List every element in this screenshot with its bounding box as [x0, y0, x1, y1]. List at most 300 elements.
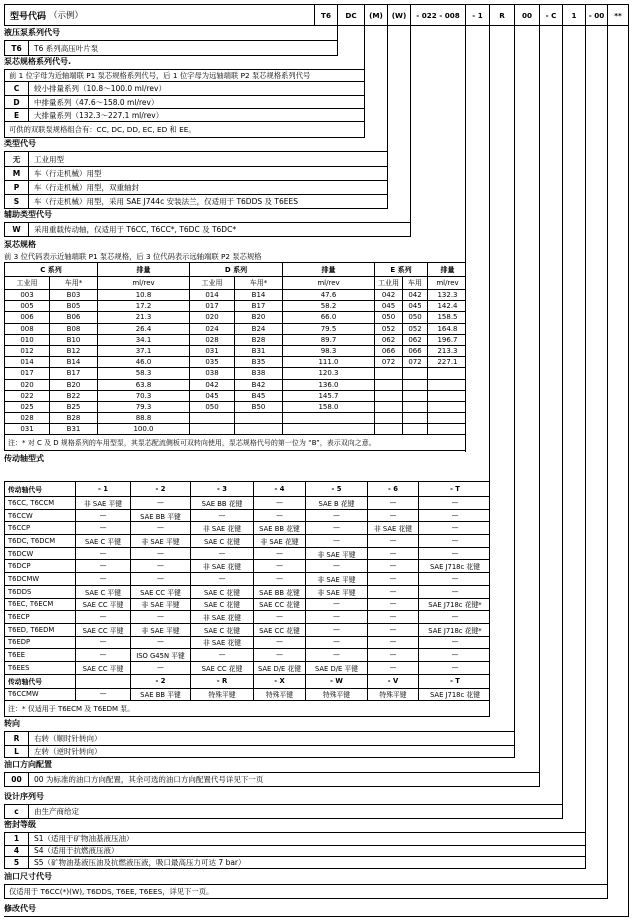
table-cell: E 系列	[375, 263, 428, 276]
table-cell: —	[191, 573, 254, 585]
table-row	[5, 194, 387, 208]
table-cell: —	[368, 599, 419, 611]
type-code-table	[4, 151, 388, 209]
table-row	[5, 648, 489, 661]
table-cell: 031	[5, 424, 50, 434]
table-cell: SAE C 花键	[191, 586, 254, 598]
table-cell: 排量	[98, 263, 190, 276]
section-modification	[4, 902, 629, 917]
table-cell: SAE J718c 花键*	[428, 626, 482, 635]
table-cell: 非 SAE 平键	[131, 599, 191, 611]
table-cell: 020	[5, 380, 50, 390]
table-cell: - 2	[131, 675, 191, 688]
shaft-table	[4, 481, 490, 717]
table-cell: SAE CC 平键	[76, 599, 131, 611]
table-cell: 025	[5, 402, 50, 412]
row-code: 5	[5, 857, 29, 868]
table-cell: —	[368, 649, 419, 661]
table-cell: 非 SAE 花键	[191, 611, 254, 623]
table-cell: —	[451, 536, 459, 545]
table-cell: 传动轴代号	[5, 482, 76, 496]
table-cell: 非 SAE 花键	[368, 522, 419, 534]
model-code-header	[4, 4, 629, 26]
table-cell: 98.3	[283, 346, 375, 356]
table-cell: —	[306, 649, 368, 661]
table-cell: —	[451, 651, 459, 660]
table-cell: B25	[50, 402, 98, 412]
section-cartridge-series	[4, 57, 365, 138]
table-cell: 70.3	[98, 391, 190, 401]
table-cell: 066	[403, 346, 428, 356]
table-cell: —	[254, 510, 306, 522]
table-row	[5, 534, 489, 547]
section-title: 液压泵系列代号	[4, 28, 60, 37]
table-cell: —	[76, 573, 131, 585]
cartridge-series-rows	[5, 82, 364, 121]
table-cell: —	[451, 511, 459, 520]
section-port-size	[4, 871, 608, 899]
connector-line	[562, 26, 563, 819]
table-cell: - 1	[76, 482, 131, 496]
table-row	[5, 623, 489, 636]
row-code: S	[5, 195, 29, 208]
table-cell: 非 SAE 平键	[76, 497, 131, 509]
connector-line	[489, 26, 490, 716]
row-code: 1	[5, 833, 29, 845]
table-cell: 136.0	[283, 380, 375, 390]
model-code-cell: - 1	[465, 5, 489, 25]
table-cell: 特殊平键	[254, 689, 306, 701]
table-cell: SAE BB 花键	[254, 586, 306, 598]
table-cell	[403, 391, 428, 401]
table-row	[5, 289, 465, 300]
table-cell: SAE CC 花键	[254, 599, 306, 611]
table-row	[5, 412, 465, 423]
table-cell: B38	[235, 368, 283, 378]
table-row	[5, 334, 465, 345]
table-row	[5, 423, 465, 434]
table-cell: —	[368, 624, 419, 636]
row-code: M	[5, 167, 29, 180]
table-cell: T6DC, T6DCM	[5, 535, 76, 547]
table-cell: —	[76, 611, 131, 623]
row-desc: 较小排量系列（10.8～100.0 ml/rev）	[34, 84, 166, 93]
model-code-cell: R	[489, 5, 514, 25]
table-cell: 79.5	[283, 324, 375, 334]
cartridge-spec-table	[4, 262, 466, 451]
row-code: E	[5, 109, 29, 121]
table-cell: T6DCP	[5, 560, 76, 572]
table-cell: 120.3	[283, 368, 375, 378]
connector-line	[607, 26, 608, 899]
row-desc: 车（行走机械）用型，采用 SAE J744c 安装法兰，仅适用于 T6DDS 及 T6EES	[34, 197, 298, 206]
table-cell: 非 SAE 平键	[306, 548, 368, 560]
section-pump-series	[4, 27, 338, 56]
table-cell: —	[191, 649, 254, 661]
table-row	[5, 598, 489, 611]
section-rotation	[4, 719, 515, 758]
aux-type-table	[4, 222, 411, 237]
table-cell: - 4	[254, 482, 306, 496]
table-cell: B05	[50, 301, 98, 311]
row-code: L	[5, 746, 29, 758]
table-cell: - 6	[368, 482, 419, 496]
table-cell: 63.8	[98, 380, 190, 390]
table-cell: SAE J718c 花键	[429, 691, 480, 700]
table-cell: T6EE	[5, 649, 76, 661]
row-code: C	[5, 82, 29, 95]
row-desc: 中排量系列（47.6～158.0 ml/rev）	[34, 97, 159, 107]
table-cell: 58.3	[98, 368, 190, 378]
table-cell: 052	[375, 324, 403, 334]
table-cell: 045	[403, 301, 428, 311]
table-row	[5, 732, 514, 745]
row-desc: 右转（顺时针转向）	[34, 733, 102, 743]
row-code: W	[5, 223, 29, 236]
table-cell: —	[131, 560, 191, 572]
row-desc: 车（行走机械）用型	[34, 169, 102, 178]
table-row	[5, 345, 465, 356]
table-cell: T6DDS	[5, 586, 76, 598]
table-row	[5, 674, 489, 688]
model-code-cell: (W)	[387, 5, 410, 25]
table-row	[5, 379, 465, 390]
table-cell: 58.2	[283, 301, 375, 311]
table-cell: —	[306, 599, 368, 611]
table-cell: 158.5	[437, 313, 458, 322]
table-cell: 100.0	[98, 424, 190, 434]
table-cell: 031	[190, 346, 235, 356]
table-cell: —	[76, 689, 131, 701]
table-cell: - R	[191, 675, 254, 688]
row-desc: 由生产商给定	[34, 807, 79, 816]
table-row	[5, 636, 489, 649]
table-row	[5, 805, 562, 818]
table-row	[5, 367, 465, 378]
table-cell: —	[368, 560, 419, 572]
table-cell: 非 SAE 花键	[191, 637, 254, 649]
table-cell: —	[451, 613, 459, 622]
connector-line	[628, 26, 629, 917]
table-row	[5, 95, 364, 108]
table-cell: 024	[190, 324, 235, 334]
table-cell: B28	[235, 335, 283, 345]
table-cell: T6CC, T6CCM	[5, 497, 76, 509]
table-cell: 26.4	[98, 324, 190, 334]
table-cell: 79.3	[98, 402, 190, 412]
table-cell: SAE C 平键	[76, 586, 131, 598]
table-cell: 003	[5, 290, 50, 300]
table-cell: SAE CC 平键	[76, 662, 131, 674]
cartridge-series-table	[4, 69, 365, 138]
table-cell: —	[306, 560, 368, 572]
table-cell: 072	[375, 357, 403, 367]
table-cell: 014	[190, 290, 235, 300]
table-cell: B17	[50, 368, 98, 378]
table-cell: SAE D/E 平键	[306, 662, 368, 674]
port-size-table	[4, 884, 608, 899]
table-row	[5, 745, 514, 758]
section-title: 设计序列号	[4, 792, 44, 801]
table-cell	[190, 424, 235, 434]
table-cell	[428, 413, 467, 423]
page-title	[5, 5, 314, 25]
table-row	[5, 610, 489, 623]
table-cell: SAE BB 花键	[191, 497, 254, 509]
table-cell: 特殊平键	[191, 689, 254, 701]
table-cell: —	[131, 573, 191, 585]
table-cell: 042	[403, 290, 428, 300]
table-cell: B20	[50, 380, 98, 390]
table-row	[5, 547, 489, 560]
port-orientation-table	[4, 772, 540, 787]
row-desc: T6 系列高压叶片泵	[34, 43, 99, 53]
table-cell: - T	[450, 677, 460, 686]
connector-line	[465, 26, 466, 452]
table-cell: —	[76, 649, 131, 661]
table-cell: T6EDP	[5, 637, 76, 649]
table-cell: 045	[190, 391, 235, 401]
table-cell: 89.7	[283, 335, 375, 345]
table-cell: 017	[190, 301, 235, 311]
table-cell: —	[368, 535, 419, 547]
table-cell: —	[451, 663, 459, 672]
table-cell: 012	[5, 346, 50, 356]
connector-line	[337, 26, 338, 56]
table-cell	[283, 413, 375, 423]
table-cell: 88.8	[98, 413, 190, 423]
table-cell: 062	[375, 335, 403, 345]
table-cell: 非 SAE 花键	[191, 522, 254, 534]
row-code: c	[5, 805, 29, 818]
connector-line	[387, 26, 388, 209]
row-code: 4	[5, 846, 29, 857]
table-cell: B08	[50, 324, 98, 334]
table-cell: —	[368, 510, 419, 522]
table-cell: 111.0	[283, 357, 375, 367]
table-cell: —	[306, 611, 368, 623]
table-cell: SAE C 平键	[76, 535, 131, 547]
model-code-cell: DC	[337, 5, 364, 25]
section-title: 密封等级	[4, 820, 36, 829]
table-row	[5, 559, 489, 572]
table-cell: 028	[5, 413, 50, 423]
table-cell: SAE D/E 花键	[254, 662, 306, 674]
table-cell: SAE CC 花键	[254, 624, 306, 636]
table-cell: B50	[235, 402, 283, 412]
table-cell	[403, 380, 428, 390]
table-cell: 排量	[283, 263, 375, 276]
table-cell: SAE J718c 花键*	[428, 601, 482, 610]
table-cell: 164.8	[437, 324, 458, 333]
table-cell: —	[254, 497, 306, 509]
section-title: 传动轴型式	[4, 454, 44, 463]
table-cell	[283, 424, 375, 434]
table-cell: 045	[375, 301, 403, 311]
row-code: P	[5, 181, 29, 194]
table-cell: —	[191, 548, 254, 560]
connector-line	[514, 26, 515, 758]
design-series-table	[4, 804, 563, 819]
table-row	[5, 585, 489, 598]
table-cell: —	[451, 638, 459, 647]
table-cell: B42	[235, 380, 283, 390]
table-row	[5, 223, 410, 236]
table-cell: 车用*	[50, 277, 98, 289]
table-cell	[403, 402, 428, 412]
table-cell: —	[451, 524, 459, 533]
table-cell: T6CCMW	[5, 689, 76, 701]
table-cell	[428, 391, 467, 401]
table-cell: —	[451, 549, 459, 558]
page-title-note: （示例）	[49, 11, 84, 21]
row-code: R	[5, 732, 29, 745]
connector-line	[364, 26, 365, 138]
table-cell	[375, 413, 403, 423]
table-cell: 车用*	[235, 277, 283, 289]
row-code: T6	[5, 41, 29, 55]
table-cell: B17	[235, 301, 283, 311]
table-cell: B14	[235, 290, 283, 300]
table-cell: —	[131, 637, 191, 649]
section-port-orientation	[4, 760, 540, 787]
table-cell: 050	[190, 402, 235, 412]
table-cell: B06	[50, 312, 98, 322]
section-title: 辅助类型代号	[4, 210, 52, 219]
table-row	[5, 311, 465, 322]
table-cell: B03	[50, 290, 98, 300]
table-cell	[375, 391, 403, 401]
table-cell: —	[131, 522, 191, 534]
table-row	[5, 509, 489, 522]
section-note: 可供的双联泵规格组合有：CC, DC, DD, EC, ED 和 EE。	[5, 121, 364, 137]
table-row	[5, 152, 387, 166]
table-cell: 特殊平键	[368, 689, 419, 701]
table-cell: B28	[50, 413, 98, 423]
table-cell: SAE BB 平键	[131, 510, 191, 522]
table-cell: 非 SAE 平键	[131, 624, 191, 636]
table-cell: B31	[50, 424, 98, 434]
table-cell: 042	[375, 290, 403, 300]
table-row	[5, 108, 364, 121]
row-desc: 工业用型	[34, 154, 64, 164]
table-cell: 工业用	[375, 277, 403, 289]
table-cell: B31	[235, 346, 283, 356]
connector-line	[539, 26, 540, 787]
connector-line	[410, 26, 411, 237]
section-title: 油口尺寸代号	[4, 872, 52, 881]
table-cell: 工业用	[5, 277, 50, 289]
table-row	[5, 41, 337, 55]
table-cell: C 系列	[5, 263, 98, 276]
table-cell: 020	[190, 312, 235, 322]
section-title: 修改代号	[4, 902, 629, 917]
table-cell: B45	[235, 391, 283, 401]
table-cell: —	[451, 587, 459, 596]
table-cell: - V	[368, 675, 419, 688]
table-cell: 10.8	[98, 290, 190, 300]
seal-class-table	[4, 832, 586, 869]
table-row	[5, 276, 465, 289]
table-cell: —	[131, 497, 191, 509]
table-cell: SAE BB 平键	[131, 689, 191, 701]
table-cell: —	[306, 637, 368, 649]
table-cell: 022	[5, 391, 50, 401]
table-cell: 196.7	[437, 335, 458, 344]
table-cell	[428, 368, 467, 378]
table-row	[5, 661, 489, 674]
table-cell: —	[191, 510, 254, 522]
table-cell: SAE CC 花键	[191, 662, 254, 674]
connector-line	[585, 26, 586, 868]
table-cell: ISO G45N 平键	[131, 649, 191, 661]
table-row	[5, 482, 489, 496]
row-desc: 车（行走机械）用型，双重轴封	[34, 183, 139, 192]
table-cell: B10	[50, 335, 98, 345]
table-cell: B22	[50, 391, 98, 401]
table-cell: —	[368, 637, 419, 649]
table-cell: 非 SAE 花键	[254, 535, 306, 547]
table-cell: 132.3	[437, 291, 458, 300]
rotation-table	[4, 731, 515, 758]
table-cell: - 3	[191, 482, 254, 496]
table-cell: SAE B 花键	[306, 497, 368, 509]
table-cell: SAE CC 平键	[76, 624, 131, 636]
table-cell: ml/rev	[283, 277, 375, 289]
table-cell: SAE C 花键	[191, 599, 254, 611]
table-cell: 21.3	[98, 312, 190, 322]
section-aux-type-code	[4, 210, 411, 237]
table-cell: —	[131, 548, 191, 560]
table-cell: 46.0	[98, 357, 190, 367]
table-cell	[235, 424, 283, 434]
table-cell: —	[131, 662, 191, 674]
table-note: 注：* 仅适用于 T6ECM 及 T6EDM 泵。	[5, 700, 489, 716]
table-cell	[428, 424, 467, 434]
table-cell: —	[254, 649, 306, 661]
section-design-series	[4, 792, 563, 819]
table-cell: SAE C 花键	[191, 624, 254, 636]
row-code: D	[5, 96, 29, 108]
table-cell: B12	[50, 346, 98, 356]
table-cell: —	[254, 573, 306, 585]
table-cell: —	[76, 548, 131, 560]
pump-series-table	[4, 40, 338, 56]
row-desc: 左转（逆时针转向）	[34, 746, 102, 756]
table-cell: —	[451, 574, 459, 583]
table-cell: —	[368, 573, 419, 585]
table-cell: —	[254, 637, 306, 649]
table-cell: T6CCW	[5, 510, 76, 522]
table-cell: T6CCP	[5, 522, 76, 534]
table-cell: —	[368, 611, 419, 623]
table-row	[5, 263, 465, 276]
table-cell: 006	[5, 312, 50, 322]
section-shaft-type	[4, 454, 490, 717]
table-cell: 排量	[440, 265, 455, 274]
table-cell: —	[368, 662, 419, 674]
table-cell: SAE C 花键	[191, 535, 254, 547]
page-title-main: 型号代码	[10, 11, 47, 22]
table-row	[5, 323, 465, 334]
table-cell: 066	[375, 346, 403, 356]
table-cell: 工业用	[190, 277, 235, 289]
model-code-cell: T6	[314, 5, 337, 25]
table-cell	[403, 424, 428, 434]
table-cell: T6ECP	[5, 611, 76, 623]
table-cell: 车用	[403, 277, 428, 289]
table-cell: —	[306, 522, 368, 534]
